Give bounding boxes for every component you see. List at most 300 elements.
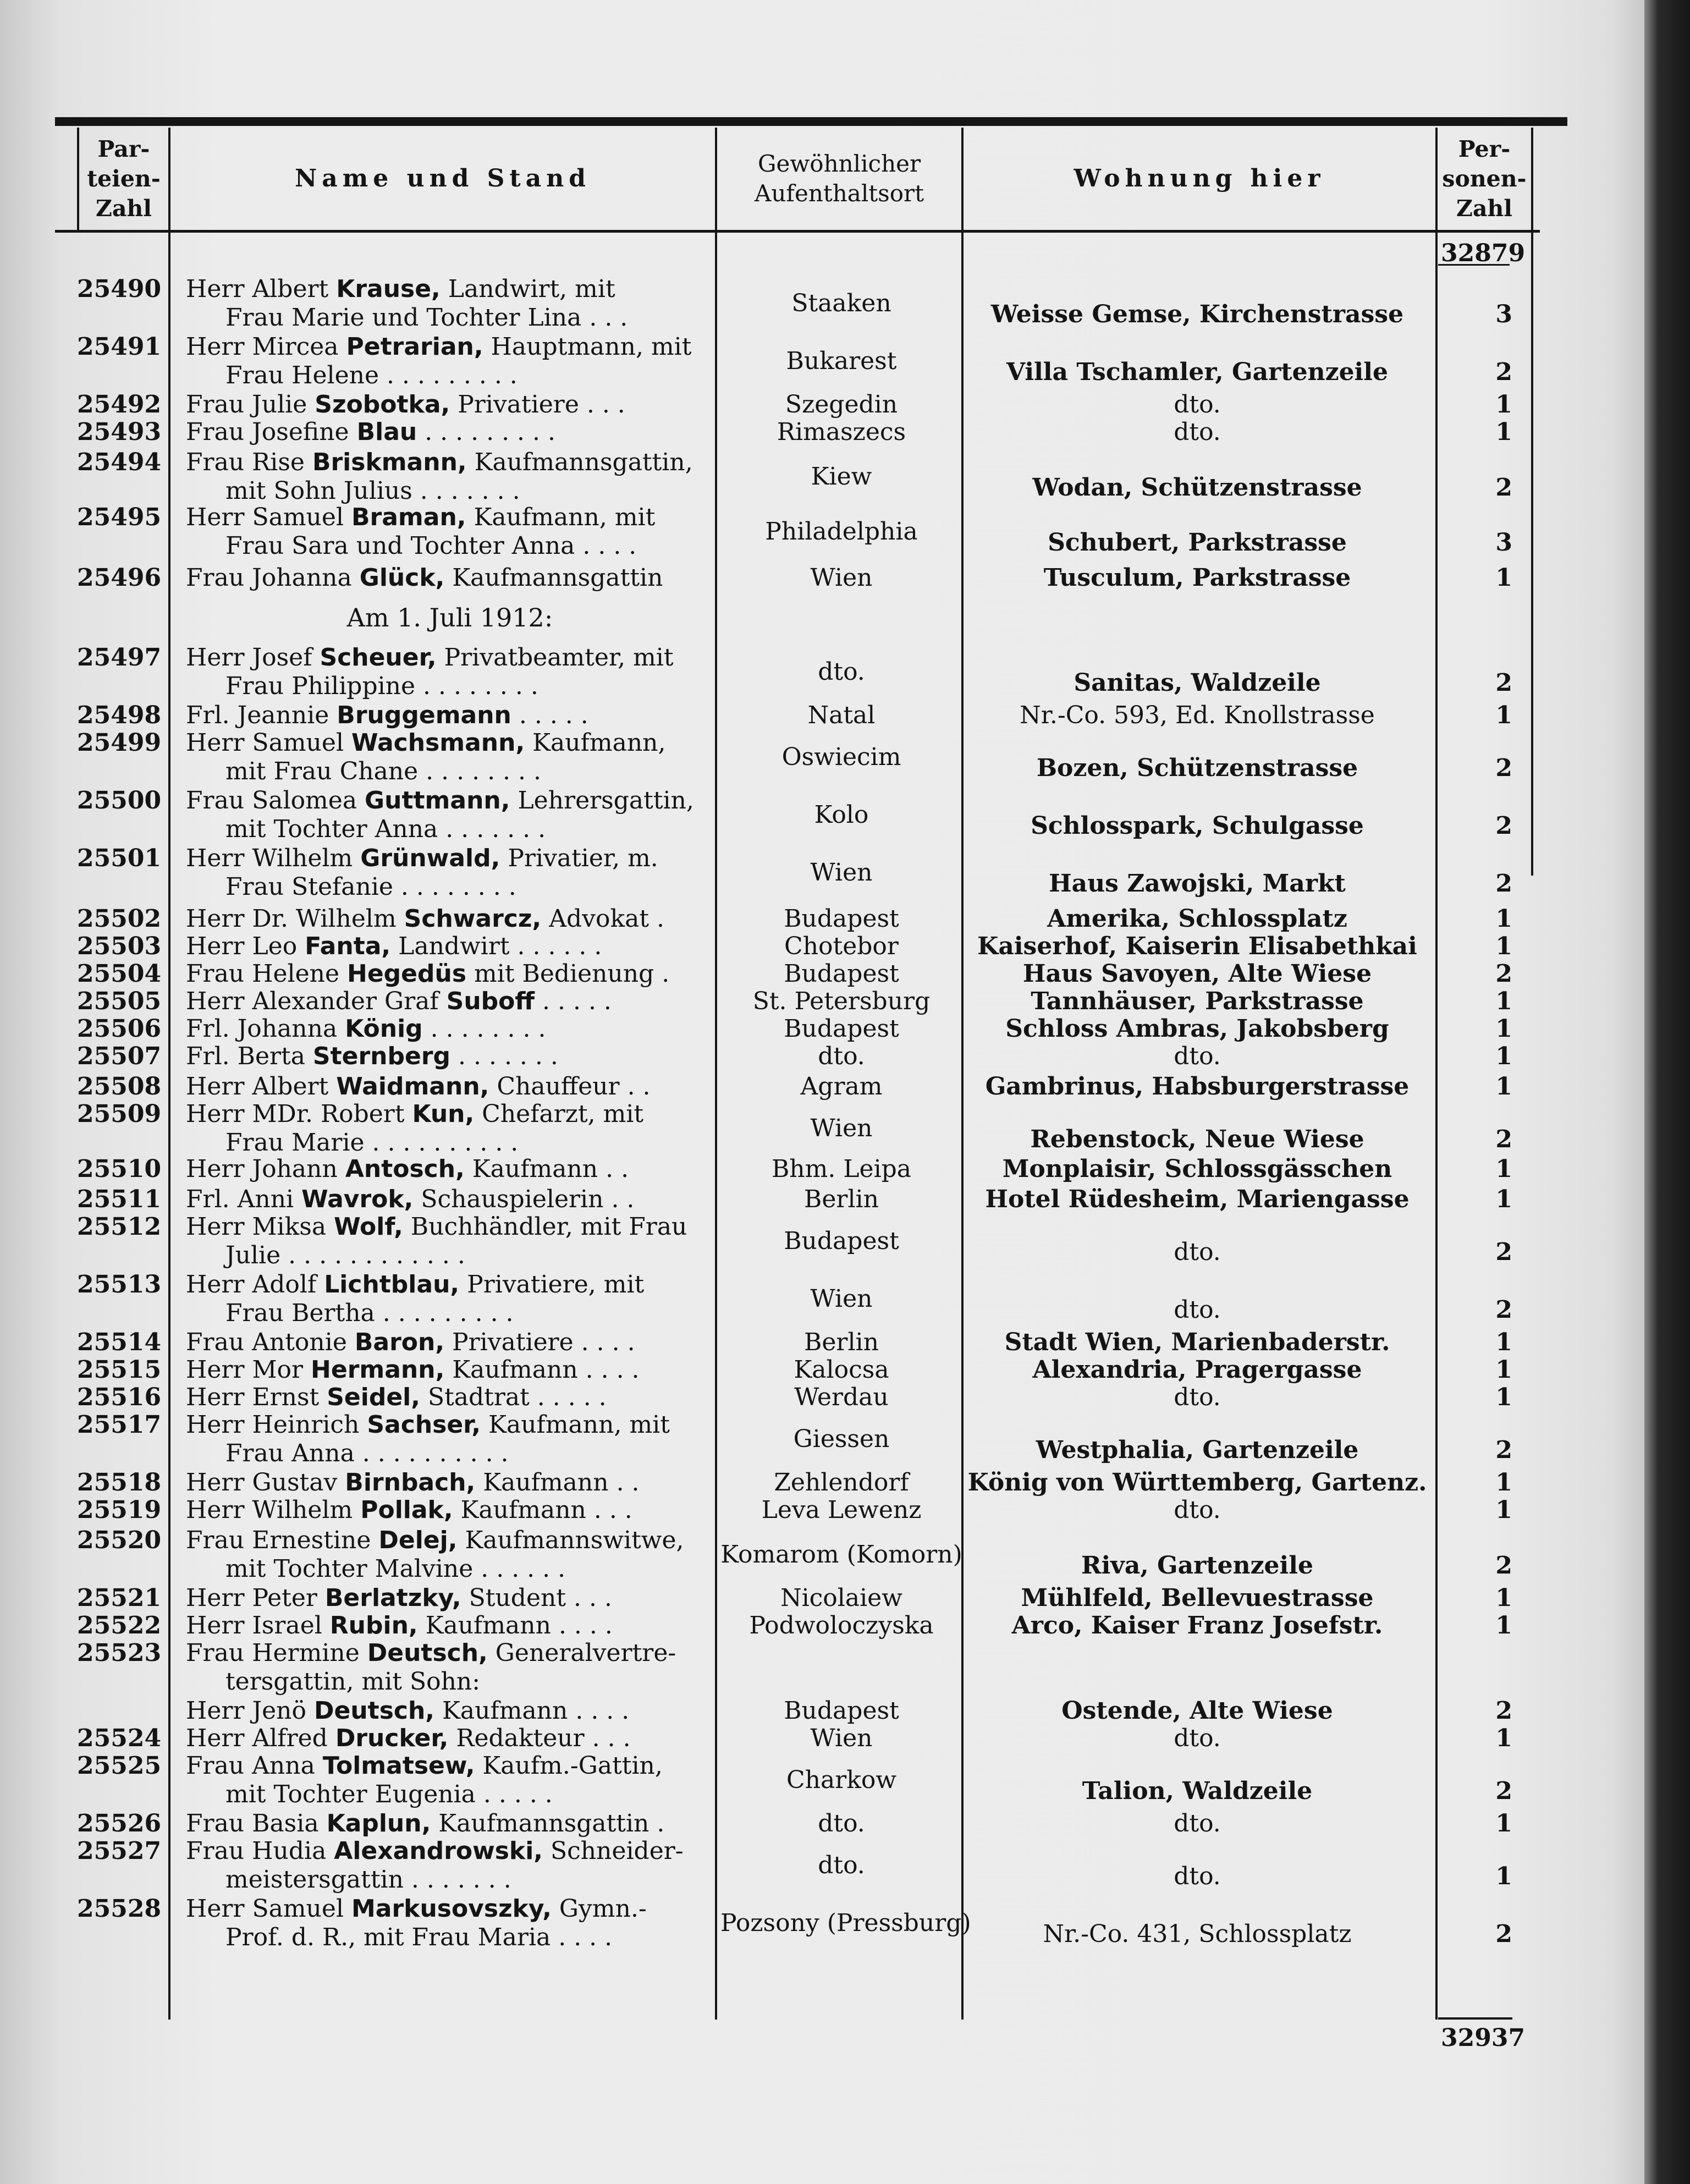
- local-address: Ostende, Alte Wiese: [1061, 1697, 1333, 1725]
- name-suffix: Kaufmann,: [525, 729, 666, 757]
- carried-total: 32879: [1441, 239, 1526, 267]
- name-prefix: Herr Dr. Wilhelm: [186, 905, 404, 933]
- name-continuation: Frau Marie . . . . . . . . . .: [225, 1129, 519, 1157]
- local-address: Nr.-Co. 593, Ed. Knollstrasse: [1020, 701, 1375, 729]
- name-prefix: Frau Hermine: [186, 1639, 367, 1667]
- name-and-status: [186, 987, 714, 1016]
- person-count: 3: [1495, 300, 1512, 328]
- person-count: 1: [1495, 1185, 1512, 1213]
- party-number: 25497: [77, 643, 162, 672]
- person-count: 2: [1495, 1436, 1512, 1464]
- name-suffix: Hauptmann, mit: [483, 333, 692, 361]
- name-prefix: Herr Samuel: [186, 503, 351, 531]
- person-count: 1: [1495, 564, 1512, 592]
- local-address: Gambrinus, Habsburgerstrasse: [985, 1072, 1410, 1101]
- list-item: [0, 564, 1690, 652]
- usual-residence: Budapest: [784, 905, 899, 933]
- name-continuation: mit Tochter Eugenia . . . . .: [225, 1780, 553, 1808]
- person-count: 2: [1495, 754, 1512, 782]
- surname: Suboff: [446, 987, 535, 1015]
- name-suffix: Kaufmann . . . .: [434, 1697, 630, 1725]
- name-suffix: Buchhändler, mit Frau: [403, 1213, 687, 1241]
- person-count: 1: [1495, 1611, 1512, 1640]
- name-prefix: Herr Leo: [186, 932, 305, 960]
- name-continuation: mit Tochter Malvine . . . . . .: [225, 1555, 566, 1583]
- name-and-status: [186, 1155, 714, 1184]
- name-suffix: Chefarzt, mit: [474, 1100, 644, 1128]
- party-number: 25506: [77, 1015, 162, 1043]
- name-prefix: Herr Ernst: [186, 1383, 327, 1411]
- name-and-status: [186, 1526, 714, 1583]
- surname: Wachsmann,: [351, 729, 525, 757]
- usual-residence: Chotebor: [784, 932, 899, 960]
- local-address: Kaiserhof, Kaiserin Elisabethkai: [977, 932, 1417, 960]
- party-number: 25526: [77, 1809, 162, 1838]
- name-prefix: Herr Josef: [186, 643, 320, 672]
- surname: Deutsch,: [367, 1639, 488, 1667]
- name-and-status: [186, 1328, 714, 1357]
- name-continuation: tersgattin, mit Sohn:: [225, 1668, 481, 1696]
- name-and-status: [186, 1468, 714, 1497]
- surname: Markusovszky,: [351, 1895, 552, 1923]
- name-suffix: Privatiere, mit: [459, 1270, 645, 1299]
- local-address: dto.: [1174, 390, 1221, 419]
- header-name-und-stand: Name und Stand: [294, 164, 591, 192]
- person-count: 1: [1495, 1496, 1512, 1524]
- local-address: Westphalia, Gartenzeile: [1036, 1436, 1359, 1464]
- surname: Lichtblau,: [324, 1270, 460, 1299]
- local-address: Schloss Ambras, Jakobsberg: [1005, 1015, 1389, 1043]
- name-suffix: Gymn.-: [551, 1895, 647, 1923]
- name-and-status: [186, 1072, 714, 1101]
- person-count: 3: [1495, 529, 1512, 557]
- usual-residence: Budapest: [784, 1227, 899, 1255]
- usual-residence: Podwoloczyska: [749, 1611, 934, 1640]
- surname: Schwarcz,: [404, 905, 542, 933]
- name-suffix: Stadtrat . . . . .: [420, 1383, 607, 1411]
- local-address: Haus Savoyen, Alte Wiese: [1022, 960, 1372, 988]
- name-prefix: Herr MDr. Robert: [186, 1100, 412, 1128]
- header-parteien-zahl: Par- teien- Zahl: [87, 136, 161, 222]
- name-suffix: . . . . . . . .: [422, 1015, 546, 1043]
- party-number: 25492: [77, 390, 162, 419]
- surname: Antosch,: [345, 1155, 465, 1183]
- person-count: 2: [1495, 1238, 1512, 1266]
- name-prefix: Herr Miksa: [186, 1213, 334, 1241]
- name-prefix: Herr Alfred: [186, 1724, 335, 1752]
- usual-residence: Kiew: [811, 463, 872, 491]
- local-address: Hotel Rüdesheim, Mariengasse: [985, 1185, 1410, 1213]
- name-prefix: Herr Israel: [186, 1611, 330, 1640]
- party-number: 25491: [77, 333, 162, 361]
- name-prefix: Herr Mircea: [186, 333, 346, 361]
- surname: Briskmann,: [312, 448, 467, 476]
- name-prefix: Herr Gustav: [186, 1468, 345, 1497]
- surname: Kaplun,: [326, 1809, 431, 1838]
- local-address: Wodan, Schützenstrasse: [1032, 474, 1362, 502]
- usual-residence: Staaken: [791, 289, 891, 317]
- person-count: 2: [1495, 1552, 1512, 1580]
- surname: Braman,: [351, 503, 466, 531]
- name-suffix: Kaufmannsgattin .: [431, 1809, 665, 1838]
- name-continuation: Frau Sara und Tochter Anna . . . .: [225, 532, 637, 560]
- name-prefix: Frau Hudia: [186, 1837, 334, 1865]
- usual-residence: Natal: [807, 701, 876, 729]
- surname: Seidel,: [327, 1383, 420, 1411]
- usual-residence: Kalocsa: [794, 1356, 889, 1384]
- name-and-status: [186, 1383, 714, 1412]
- party-number: 25509: [77, 1100, 162, 1128]
- usual-residence: Giessen: [793, 1425, 890, 1453]
- usual-residence: Werdau: [794, 1383, 889, 1411]
- name-and-status: [186, 1270, 714, 1328]
- person-count: 2: [1495, 474, 1512, 502]
- surname: Wolf,: [334, 1213, 403, 1241]
- party-number: 25499: [77, 729, 162, 757]
- local-address: Nr.-Co. 431, Schlossplatz: [1043, 1920, 1352, 1948]
- final-total: 32937: [1441, 2024, 1526, 2052]
- usual-residence: Wien: [810, 1724, 873, 1752]
- party-number: 25528: [77, 1895, 162, 1923]
- person-count: 1: [1495, 1015, 1512, 1043]
- person-count: 1: [1495, 987, 1512, 1015]
- name-suffix: . . . . .: [535, 987, 612, 1015]
- name-and-status: [186, 275, 714, 332]
- local-address: dto.: [1174, 1809, 1221, 1838]
- name-prefix: Frl. Johanna: [186, 1015, 345, 1043]
- surname: Tolmatsew,: [322, 1752, 475, 1780]
- name-and-status: [186, 1752, 714, 1809]
- name-suffix: Lehrersgattin,: [510, 786, 694, 815]
- name-and-status: [186, 418, 714, 447]
- name-suffix: Kaufmann . . . .: [417, 1611, 613, 1640]
- person-count: 1: [1495, 1724, 1512, 1752]
- party-number: 25503: [77, 932, 162, 960]
- party-number: 25494: [77, 448, 162, 476]
- name-suffix: Advokat .: [541, 905, 665, 933]
- local-address: Haus Zawojski, Markt: [1049, 870, 1346, 898]
- name-prefix: Frau Rise: [186, 448, 312, 476]
- name-and-status: [186, 1809, 714, 1838]
- name-and-status: [186, 1185, 714, 1214]
- name-prefix: Herr Samuel: [186, 729, 351, 757]
- person-count: 1: [1495, 1155, 1512, 1183]
- name-suffix: Privatiere . . . .: [444, 1328, 635, 1356]
- surname: Kun,: [412, 1100, 475, 1128]
- party-number: 25507: [77, 1042, 162, 1070]
- name-continuation: Frau Anna . . . . . . . . . .: [225, 1439, 509, 1467]
- local-address: Weisse Gemse, Kirchenstrasse: [990, 300, 1404, 328]
- usual-residence: Berlin: [804, 1328, 879, 1356]
- name-prefix: Frl. Jeannie: [186, 701, 337, 729]
- local-address: Stadt Wien, Marienbaderstr.: [1004, 1328, 1390, 1356]
- person-count: 2: [1495, 1125, 1512, 1153]
- name-suffix: Kaufmann . .: [475, 1468, 640, 1497]
- name-suffix: Kaufmannsgattin: [444, 564, 663, 592]
- surname: Guttmann,: [365, 786, 510, 815]
- name-and-status: [186, 1837, 714, 1894]
- name-prefix: Herr Samuel: [186, 1895, 351, 1923]
- local-address: Sanitas, Waldzeile: [1074, 669, 1321, 697]
- local-address: dto.: [1174, 1724, 1221, 1752]
- local-address: Talion, Waldzeile: [1082, 1777, 1313, 1805]
- party-number: 25522: [77, 1611, 162, 1640]
- usual-residence: Pozsony (Pressburg): [720, 1909, 971, 1937]
- surname: Sternberg: [312, 1042, 451, 1070]
- name-and-status: [186, 1015, 714, 1043]
- party-number: 25521: [77, 1584, 162, 1612]
- person-count: 1: [1495, 390, 1512, 419]
- name-prefix: Herr Jenö: [186, 1697, 314, 1725]
- name-suffix: Student . . .: [461, 1584, 612, 1612]
- name-suffix: Privatier, m.: [500, 844, 658, 872]
- party-number: 25508: [77, 1072, 162, 1101]
- party-number: 25512: [77, 1213, 162, 1241]
- usual-residence: dto.: [818, 658, 865, 686]
- local-address: Amerika, Schlossplatz: [1047, 905, 1347, 933]
- name-and-status: [186, 844, 714, 901]
- name-prefix: Herr Mor: [186, 1356, 311, 1384]
- surname: Glück,: [359, 564, 445, 592]
- usual-residence: dto.: [818, 1851, 865, 1879]
- party-number: 25490: [77, 275, 162, 303]
- usual-residence: Nicolaiew: [780, 1584, 902, 1612]
- party-number: 25502: [77, 905, 162, 933]
- surname: Blau: [356, 418, 417, 446]
- usual-residence: Leva Lewenz: [761, 1496, 922, 1524]
- party-number: 25505: [77, 987, 162, 1015]
- person-count: 1: [1495, 1328, 1512, 1356]
- name-and-status: [186, 1724, 714, 1753]
- name-suffix: Schauspielerin . .: [413, 1185, 635, 1213]
- person-count: 1: [1495, 932, 1512, 960]
- local-address: Schlosspark, Schulgasse: [1031, 812, 1364, 840]
- name-and-status: [186, 1895, 714, 1952]
- party-number: 25527: [77, 1837, 162, 1865]
- surname: Waidmann,: [336, 1072, 489, 1101]
- list-item: [0, 1895, 1690, 1983]
- name-continuation: Frau Philippine . . . . . . . .: [225, 672, 538, 700]
- name-suffix: Chauffeur . .: [489, 1072, 651, 1101]
- name-and-status: [186, 1100, 714, 1157]
- surname: Fanta,: [305, 932, 391, 960]
- usual-residence: Philadelphia: [765, 518, 918, 546]
- party-number: 25525: [77, 1752, 162, 1780]
- usual-residence: Agram: [800, 1072, 883, 1101]
- name-prefix: Herr Adolf: [186, 1270, 324, 1299]
- surname: Pollak,: [360, 1496, 453, 1524]
- surname: Drucker,: [335, 1724, 449, 1752]
- local-address: dto.: [1174, 1238, 1221, 1266]
- local-address: Arco, Kaiser Franz Josefstr.: [1011, 1611, 1383, 1640]
- name-prefix: Herr Wilhelm: [186, 844, 361, 872]
- name-and-status: [186, 905, 714, 933]
- surname: Hermann,: [311, 1356, 445, 1384]
- person-count: 1: [1495, 418, 1512, 446]
- surname: Wavrok,: [301, 1185, 414, 1213]
- usual-residence: Kolo: [814, 801, 869, 829]
- usual-residence: Wien: [810, 1114, 873, 1142]
- name-prefix: Herr Albert: [186, 1072, 337, 1101]
- name-and-status: [186, 1213, 714, 1270]
- local-address: dto.: [1174, 1383, 1221, 1411]
- usual-residence: St. Petersburg: [752, 987, 931, 1015]
- name-suffix: Generalvertre-: [487, 1639, 676, 1667]
- name-and-status: [186, 333, 714, 390]
- party-number: 25504: [77, 960, 162, 988]
- party-number: 25500: [77, 786, 162, 815]
- party-number: 25510: [77, 1155, 162, 1183]
- name-prefix: Herr Alexander Graf: [186, 987, 447, 1015]
- usual-residence: dto.: [818, 1809, 865, 1838]
- name-prefix: Herr Heinrich: [186, 1411, 367, 1439]
- name-continuation: Frau Bertha . . . . . . . . .: [225, 1299, 514, 1327]
- header-wohnung-hier: Wohnung hier: [1074, 164, 1325, 192]
- name-and-status: [186, 932, 714, 961]
- local-address: Tusculum, Parkstrasse: [1043, 564, 1351, 592]
- person-count: 2: [1495, 1697, 1512, 1725]
- name-prefix: Frau Josefine: [186, 418, 357, 446]
- local-address: Bozen, Schützenstrasse: [1036, 754, 1358, 782]
- party-number: 25514: [77, 1328, 162, 1356]
- name-continuation: Prof. d. R., mit Frau Maria . . . .: [225, 1923, 613, 1951]
- surname: Bruggemann: [337, 701, 511, 729]
- header-aufenthaltsort: Gewöhnlicher Aufenthaltsort: [755, 150, 924, 207]
- person-count: 2: [1495, 669, 1512, 697]
- header-personen-zahl: Per- sonen- Zahl: [1442, 136, 1527, 222]
- name-suffix: Kaufmann . . .: [453, 1496, 632, 1524]
- surname: Szobotka,: [315, 390, 450, 419]
- person-count: 1: [1495, 905, 1512, 933]
- name-prefix: Herr Wilhelm: [186, 1496, 361, 1524]
- name-continuation: Frau Marie und Tochter Lina . . .: [225, 304, 628, 332]
- usual-residence: dto.: [818, 1042, 865, 1070]
- person-count: 1: [1495, 1584, 1512, 1612]
- name-suffix: Kaufmannswitwe,: [457, 1526, 684, 1554]
- name-and-status: [186, 643, 714, 701]
- name-suffix: Kaufmann, mit: [466, 503, 656, 531]
- local-address: Tannhäuser, Parkstrasse: [1031, 987, 1364, 1015]
- usual-residence: Wien: [810, 1285, 873, 1313]
- name-and-status: [186, 448, 714, 505]
- name-continuation: Frau Helene . . . . . . . . .: [225, 361, 518, 389]
- name-suffix: Kaufmann, mit: [481, 1411, 670, 1439]
- name-suffix: Kaufmann . .: [464, 1155, 629, 1183]
- local-address: Monplaisir, Schlossgässchen: [1002, 1155, 1392, 1183]
- surname: Hegedüs: [347, 960, 467, 988]
- person-count: 1: [1495, 1809, 1512, 1838]
- name-and-status: [186, 1496, 714, 1525]
- name-and-status: [186, 564, 714, 592]
- party-number: 25523: [77, 1639, 162, 1667]
- name-prefix: Frau Johanna: [186, 564, 360, 592]
- name-prefix: Frau Ernestine: [186, 1526, 379, 1554]
- name-suffix: Kaufmann . . . .: [444, 1356, 640, 1384]
- surname: Delej,: [378, 1526, 458, 1554]
- name-suffix: Schneider-: [543, 1837, 684, 1865]
- surname: Scheuer,: [320, 643, 437, 672]
- person-count: 2: [1495, 812, 1512, 840]
- party-number: 25511: [77, 1185, 162, 1213]
- date-section-label: Am 1. Juli 1912:: [346, 603, 553, 632]
- usual-residence: Szegedin: [785, 390, 898, 419]
- name-and-status: [186, 960, 714, 988]
- party-number: 25496: [77, 564, 162, 592]
- name-prefix: Frl. Berta: [186, 1042, 313, 1070]
- name-and-status: [186, 503, 714, 560]
- local-address: Rebenstock, Neue Wiese: [1030, 1125, 1364, 1153]
- person-count: 2: [1495, 870, 1512, 898]
- name-prefix: Frau Helene: [186, 960, 348, 988]
- name-suffix: Landwirt . . . . . .: [390, 932, 602, 960]
- party-number: 25520: [77, 1526, 162, 1554]
- local-address: dto.: [1174, 1862, 1221, 1890]
- local-address: Schubert, Parkstrasse: [1048, 529, 1347, 557]
- local-address: dto.: [1174, 1296, 1221, 1324]
- party-number: 25519: [77, 1496, 162, 1524]
- surname: Berlatzky,: [324, 1584, 461, 1612]
- name-suffix: Landwirt, mit: [440, 275, 615, 303]
- name-and-status: [186, 701, 714, 730]
- surname: Deutsch,: [313, 1697, 435, 1725]
- name-suffix: Privatbeamter, mit: [436, 643, 674, 672]
- local-address: Riva, Gartenzeile: [1081, 1552, 1313, 1580]
- person-count: 2: [1495, 1777, 1512, 1805]
- usual-residence: Wien: [810, 564, 873, 592]
- local-address: Alexandria, Pragergasse: [1032, 1356, 1362, 1384]
- local-address: König von Württemberg, Gartenz.: [967, 1468, 1427, 1497]
- party-number: 25495: [77, 503, 162, 531]
- name-suffix: mit Bedienung .: [466, 960, 670, 988]
- name-prefix: Frau Salomea: [186, 786, 365, 815]
- local-address: dto.: [1174, 418, 1221, 446]
- name-continuation: mit Sohn Julius . . . . . . .: [225, 477, 520, 505]
- person-count: 1: [1495, 1862, 1512, 1890]
- party-number: 25498: [77, 701, 162, 729]
- person-count: 2: [1495, 960, 1512, 988]
- surname: Birnbach,: [345, 1468, 476, 1497]
- party-number: 25515: [77, 1356, 162, 1384]
- party-number: 25517: [77, 1411, 162, 1439]
- person-count: 1: [1495, 1072, 1512, 1101]
- local-address: dto.: [1174, 1496, 1221, 1524]
- usual-residence: Rimaszecs: [777, 418, 906, 446]
- name-and-status: [186, 1639, 714, 1696]
- name-prefix: Frau Anna: [186, 1752, 323, 1780]
- name-suffix: . . . . . . . . .: [417, 418, 555, 446]
- name-and-status: [186, 786, 714, 844]
- usual-residence: Budapest: [784, 1697, 899, 1725]
- person-count: 1: [1495, 1356, 1512, 1384]
- name-suffix: Privatiere . . .: [450, 390, 625, 419]
- name-and-status: [186, 1042, 714, 1071]
- party-number: 25493: [77, 418, 162, 446]
- person-count: 2: [1495, 358, 1512, 386]
- name-and-status: [186, 1584, 714, 1613]
- name-continuation: Frau Stefanie . . . . . . . .: [225, 873, 516, 901]
- surname: Krause,: [336, 275, 441, 303]
- name-suffix: . . . . . . .: [450, 1042, 558, 1070]
- name-suffix: . . . . .: [511, 701, 588, 729]
- local-address: Villa Tschamler, Gartenzeile: [1006, 358, 1388, 386]
- usual-residence: Berlin: [804, 1185, 879, 1213]
- surname: Alexandrowski,: [334, 1837, 543, 1865]
- name-suffix: Redakteur . . .: [448, 1724, 631, 1752]
- local-address: Mühlfeld, Bellevuestrasse: [1021, 1584, 1374, 1612]
- name-continuation: meistersgattin . . . . . . .: [225, 1866, 511, 1894]
- surname: Grünwald,: [360, 844, 500, 872]
- name-and-status: [186, 729, 714, 786]
